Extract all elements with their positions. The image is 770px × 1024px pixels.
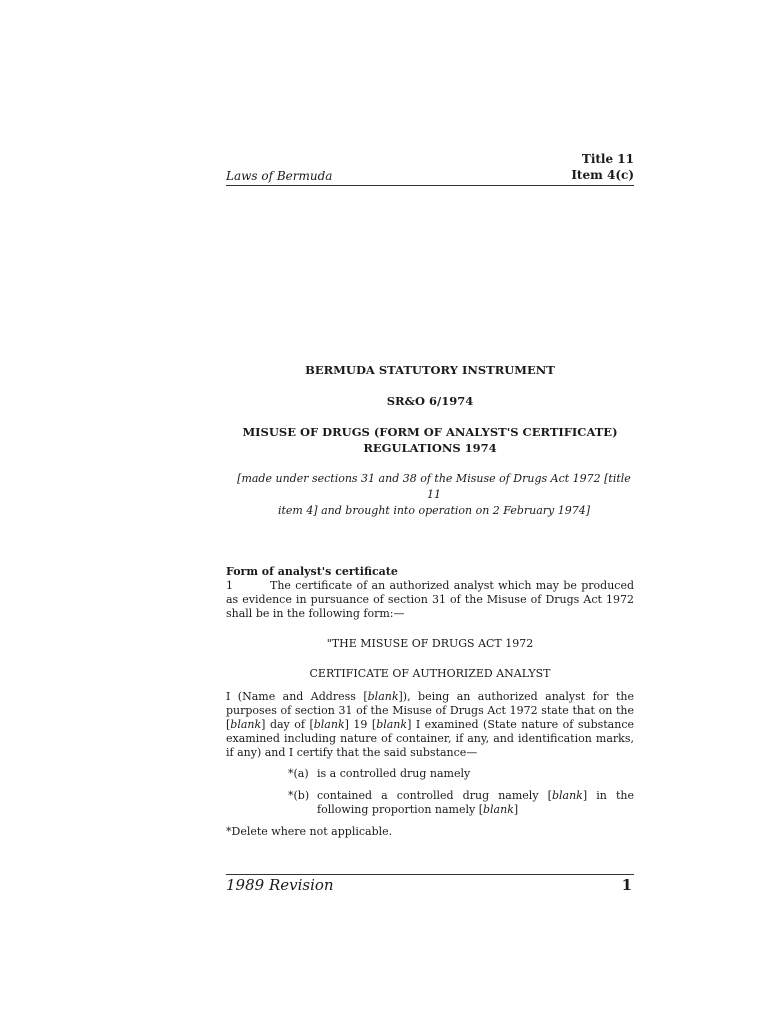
form-act-title: "THE MISUSE OF DRUGS ACT 1972 <box>326 637 534 650</box>
enabling-provision-line2: item 4] and brought into operation on 2 February 1974] <box>277 504 591 517</box>
form-certificate-title: CERTIFICATE OF AUTHORIZED ANALYST <box>309 667 551 680</box>
header-title-number: Title 11 <box>581 152 634 166</box>
blank-placeholder: blank <box>551 789 583 802</box>
statement-text: I (Name and Address [ <box>226 690 368 703</box>
header-reference <box>571 151 634 183</box>
section-1 <box>226 565 634 621</box>
regulations-title-line2: REGULATIONS 1974 <box>363 441 497 455</box>
form-item-b <box>288 789 634 817</box>
item-b-text-part: ] in the following proportion namely [ <box>317 789 634 816</box>
page-number: 1 <box>621 876 632 894</box>
blank-placeholder: blank <box>230 718 262 731</box>
document-page <box>226 0 634 1024</box>
enabling-provision <box>226 471 642 519</box>
item-a-marker: *(a) <box>288 767 309 780</box>
section-paragraph <box>226 579 634 621</box>
header-jurisdiction: Laws of Bermuda <box>226 169 333 183</box>
item-b-text-part: ] <box>513 803 519 816</box>
section-number: 1 <box>226 579 233 592</box>
form-footnote: *Delete where not applicable. <box>226 825 393 838</box>
blank-placeholder: blank <box>313 718 345 731</box>
statement-text: ] I examined (State nature of substance examined including nature of container, if any, and identification marks, if any) and I certify that the said substance— <box>226 718 634 759</box>
section-text: The certificate of an authorized analyst which may be produced as evidence in pursuance of section 31 of the Misuse of Drugs Act 1972 shall be in the following form:— <box>226 579 634 620</box>
item-b-text <box>317 789 634 817</box>
item-b-marker: *(b) <box>288 789 310 802</box>
form-statement <box>226 690 634 760</box>
running-header <box>226 152 634 186</box>
revision-label: 1989 Revision <box>226 876 334 894</box>
statement-text: ]), being an authorized analyst for the purposes of section 31 of the Misuse of Drugs Act 1972 state that on the [ <box>226 690 634 731</box>
item-b-text-part: contained a controlled drug namely [ <box>317 789 552 802</box>
page-footer <box>226 874 634 901</box>
instrument-number: SR&O 6/1974 <box>386 394 474 408</box>
section-heading: Form of analyst's certificate <box>226 565 398 578</box>
statement-text: ] day of [ <box>261 718 314 731</box>
blank-placeholder: blank <box>483 803 514 816</box>
header-item-number: Item 4(c) <box>571 168 634 182</box>
statement-text: ] 19 [ <box>344 718 377 731</box>
blank-placeholder: blank <box>376 718 408 731</box>
instrument-type: BERMUDA STATUTORY INSTRUMENT <box>305 363 555 377</box>
enabling-provision-line1: [made under sections 31 and 38 of the Misuse of Drugs Act 1972 [title 11 <box>237 472 631 501</box>
regulations-title-line1: MISUSE OF DRUGS (FORM OF ANALYST'S CERTIFICATE) <box>242 425 618 439</box>
blank-placeholder: blank <box>367 690 399 703</box>
item-a-text: is a controlled drug namely <box>317 767 471 780</box>
form-item-a <box>288 767 634 781</box>
